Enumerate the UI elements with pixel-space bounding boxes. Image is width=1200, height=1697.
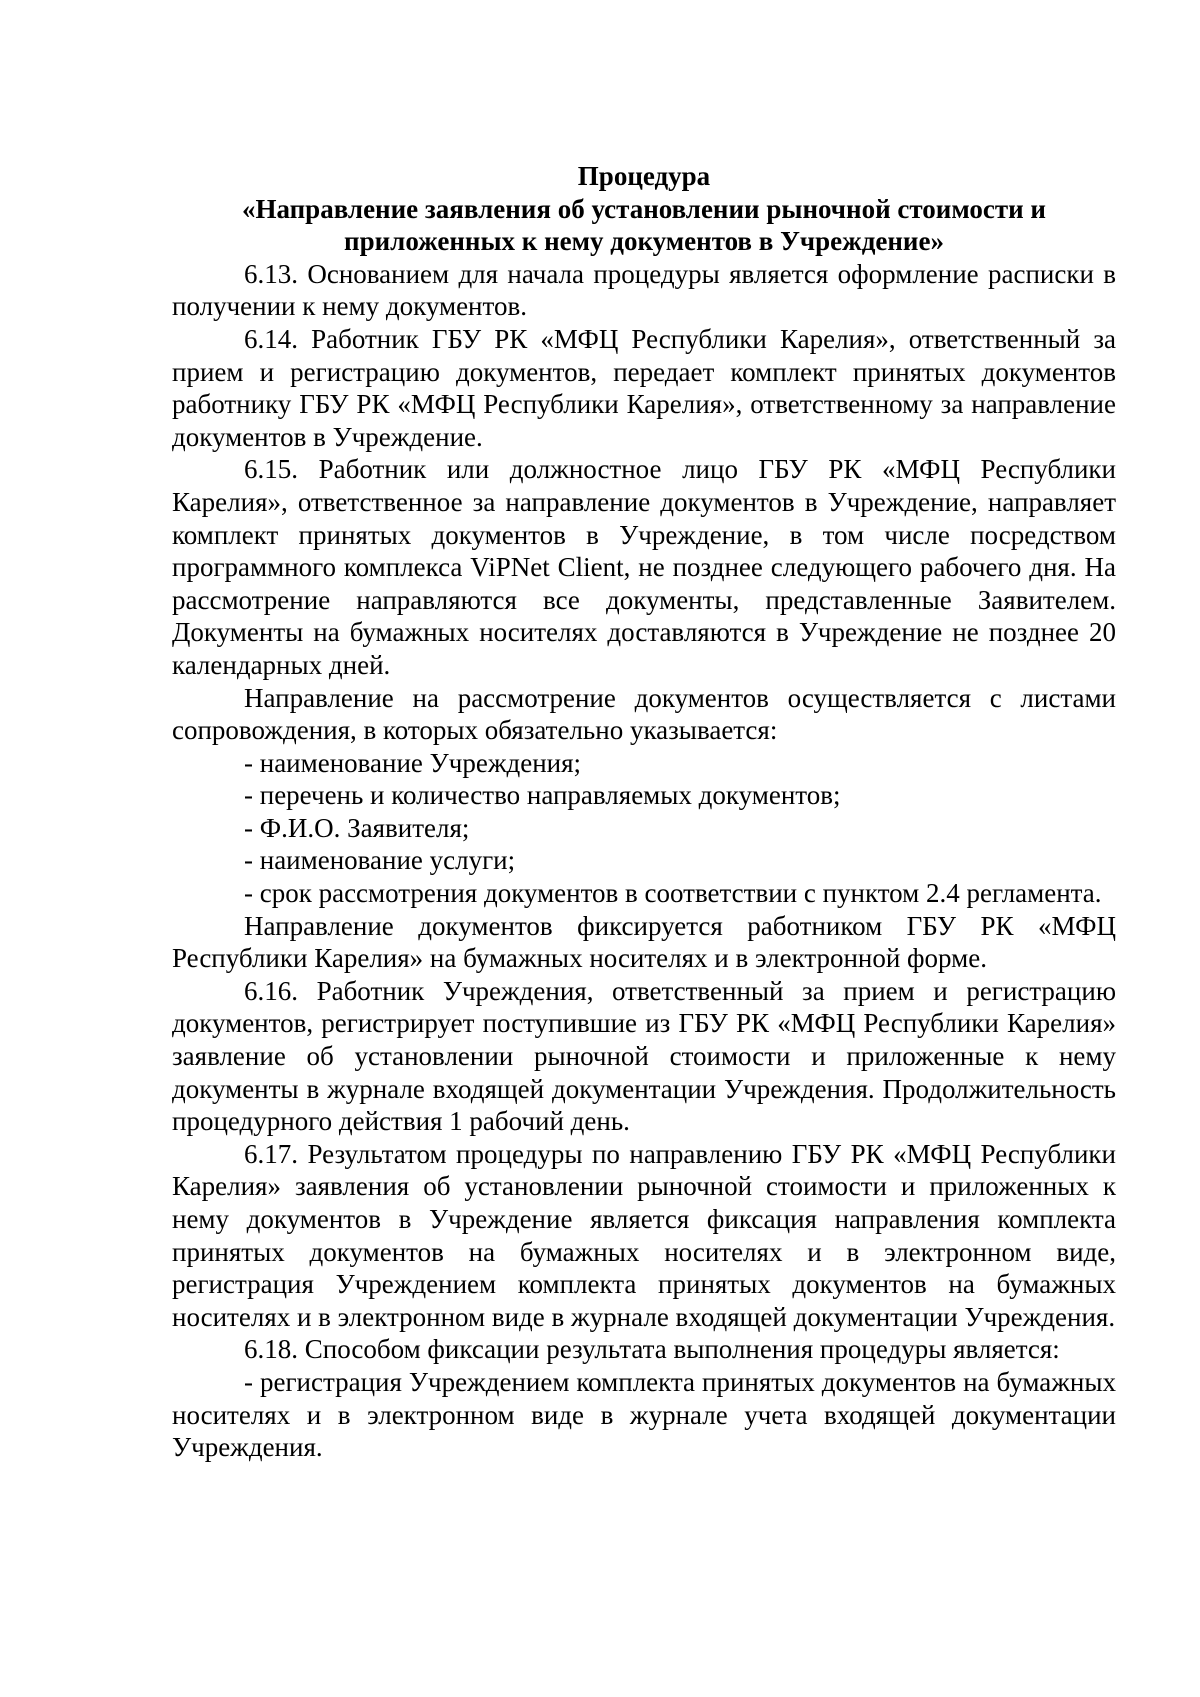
document-body (172, 160, 1116, 1464)
paragraph-6-17: 6.17. Результатом процедуры по направлению ГБУ РК «МФЦ Республики Карелия» заявления об установлении рыночной стоимости и приложенных к нему документов в Учреждение является фиксация направления комплекта принятых документов на бумажных носителях и в электронном виде, регистрация Учреждением комплекта принятых документов на бумажных носителях и в электронном виде в журнале входящей документации Учреждения. (172, 1138, 1116, 1332)
procedure-heading (172, 160, 1116, 258)
heading-line-1: Процедура (577, 161, 711, 191)
list-item-service-name: - наименование услуги; (244, 845, 516, 876)
paragraph-accompanying-sheets: Направление на рассмотрение документов осуществляется с листами сопровождения, в которых обязательно указывается: (172, 682, 1116, 746)
paragraph-6-13: 6.13. Основанием для начала процедуры является оформление расписки в получении к нему документов. (172, 258, 1116, 322)
list-item-documents-list: - перечень и количество направляемых документов; (244, 780, 841, 811)
paragraph-6-14: 6.14. Работник ГБУ РК «МФЦ Республики Карелия», ответственный за прием и регистрацию документов, передает комплект принятых документов работнику ГБУ РК «МФЦ Республики Карелия», ответственному за направление документов в Учреждение. (172, 323, 1116, 452)
list-item-registration: - регистрация Учреждением комплекта принятых документов на бумажных носителях и в электронном виде в журнале учета входящей документации Учреждения. (172, 1366, 1116, 1463)
list-item-review-term: - срок рассмотрения документов в соответствии с пунктом 2.4 регламента. (244, 878, 1102, 909)
list-item-institution-name: - наименование Учреждения; (244, 747, 582, 778)
heading-line-3: приложенных к нему документов в Учреждение» (344, 226, 944, 257)
paragraph-6-18: 6.18. Способом фиксации результата выполнения процедуры является: (244, 1334, 1060, 1365)
heading-line-2: «Направление заявления об установлении рыночной стоимости и (241, 193, 1046, 224)
paragraph-6-16: 6.16. Работник Учреждения, ответственный за прием и регистрацию документов, регистрирует поступившие из ГБУ РК «МФЦ Республики Карелия» заявление об установлении рыночной стоимости и приложенные к нему документы в журнале входящей документации Учреждения. Продолжительность процедурного действия 1 рабочий день. (172, 975, 1116, 1137)
paragraph-direction-recorded: Направление документов фиксируется работником ГБУ РК «МФЦ Республики Карелия» на бумажных носителях и в электронной форме. (172, 910, 1116, 974)
list-item-applicant-name: - Ф.И.О. Заявителя; (244, 812, 470, 843)
paragraph-6-15: 6.15. Работник или должностное лицо ГБУ РК «МФЦ Республики Карелия», ответственное за направление документов в Учреждение, направляет комплект принятых документов в Учреждение, в том числе посредством программного комплекса ViPNet Client, не позднее следующего рабочего дня. На рассмотрение направляются все документы, представленные Заявителем. Документы на бумажных носителях доставляются в Учреждение не позднее 20 календарных дней. (172, 454, 1116, 680)
